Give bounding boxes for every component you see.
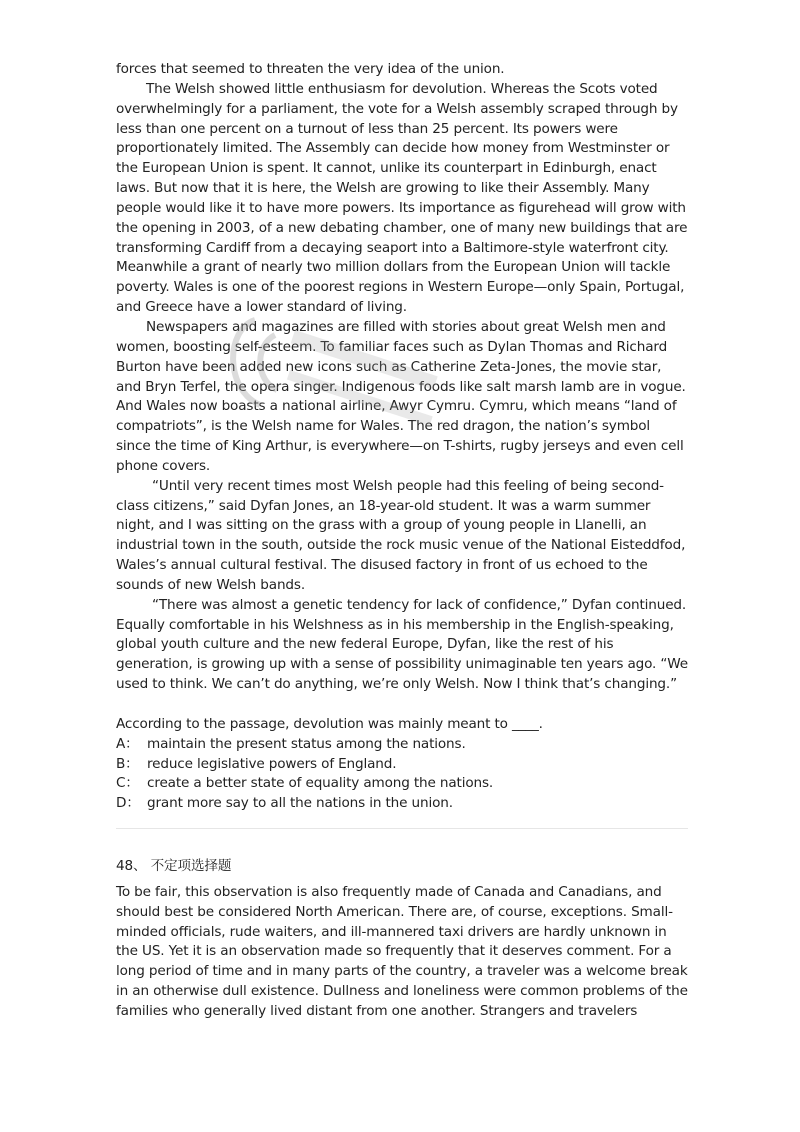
option-d-letter: D： xyxy=(116,795,140,812)
passage-paragraph-4: “There was almost a genetic tendency for lack of confidence,” Dyfan continued. Equally comfortable in his Welshness as in his membership in the English-speaking, global youth culture and the new federal Europe, Dyfan, like the rest of his generation, is growing up with a sense of possibility unimaginable ten years ago. “We used to think. We can’t do anything, we’re only Welsh. Now I think that’s changing.” xyxy=(116,596,688,693)
option-c-letter: C： xyxy=(116,775,139,792)
passage-paragraph-1: The Welsh showed little enthusiasm for devolution. Whereas the Scots voted overwhelmingly for a parliament, the vote for a Welsh assembly scraped through by less than one percent on a turnout of less than 25 percent. Its powers were proportionately limited. The Assembly can decide how money from Westminster or the European Union is spent. It cannot, unlike its counterpart in Edinburgh, enact laws. But now that it is here, the Welsh are growing to like their Assembly. Many people would like it to have more powers. Its importance as figurehead will grow with the opening in 2003, of a new debating chamber, one of many new buildings that are transforming Cardiff from a decaying seaport into a Baltimore-style waterfront city. Meanwhile a grant of nearly two million dollars from the European Union will tackle poverty. Wales is one of the poorest regions in Western Europe—only Spain, Portugal, and Greece have a lower standard of living. xyxy=(116,80,688,316)
option-a-letter: A： xyxy=(116,735,139,752)
passage-paragraph-2: Newspapers and magazines are filled with stories about great Welsh men and women, boosting self-esteem. To familiar faces such as Dylan Thomas and Richard Burton have been added new icons such as Catherine Zeta-Jones, the movie star, and Bryn Terfel, the opera singer. Indigenous foods like salt marsh lamb are in vogue. And Wales now boasts a national airline, Awyr Cymru. Cymru, which means “land of compatriots”, is the Welsh name for Wales. The red dragon, the nation’s symbol since the time of King Arthur, is everywhere—on T-shirts, rugby jerseys and even cell phone covers. xyxy=(116,318,686,474)
option-b-letter: B： xyxy=(116,755,139,772)
question-48-passage: To be fair, this observation is also frequently made of Canada and Canadians, and should best be considered North American. There are, of course, exceptions. Small-minded officials, rude waiters, and ill-mannered taxi drivers are hardly unknown in the US. Yet it is an observation made so frequently that it deserves comment. For a long period of time and in many parts of the country, a traveler was a welcome break in an otherwise dull existence. Dullness and loneliness were common problems of the families who generally lived distant from one another. Strangers and travelers xyxy=(116,883,688,1019)
option-c[interactable] xyxy=(116,774,688,794)
passage-paragraph-3: “Until very recent times most Welsh people had this feeling of being second-class citizens,” said Dyfan Jones, an 18-year-old student. It was a warm summer night, and I was sitting on the grass with a group of young people in Llanelli, an industrial town in the south, outside the rock music venue of the National Eisteddfod, Wales’s annual cultural festival. The disused factory in front of us echoed to the sounds of new Welsh bands. xyxy=(116,477,686,593)
option-b-text: reduce legislative powers of England. xyxy=(147,755,397,772)
passage-paragraph-0: forces that seemed to threaten the very idea of the union. xyxy=(116,61,505,77)
spacer xyxy=(116,695,688,715)
option-d[interactable] xyxy=(116,794,688,814)
option-a[interactable] xyxy=(116,735,688,755)
option-d-text: grant more say to all the nations in the union. xyxy=(147,795,453,812)
option-a-text: maintain the present status among the nations. xyxy=(147,735,466,752)
option-b[interactable] xyxy=(116,755,688,775)
question-stem: According to the passage, devolution was mainly meant to ____. xyxy=(116,715,543,732)
document-page xyxy=(116,60,688,1022)
question-48-header: 48、 不定项选择题 xyxy=(116,858,232,875)
option-c-text: create a better state of equality among the nations. xyxy=(147,775,494,792)
section-divider xyxy=(116,828,688,829)
